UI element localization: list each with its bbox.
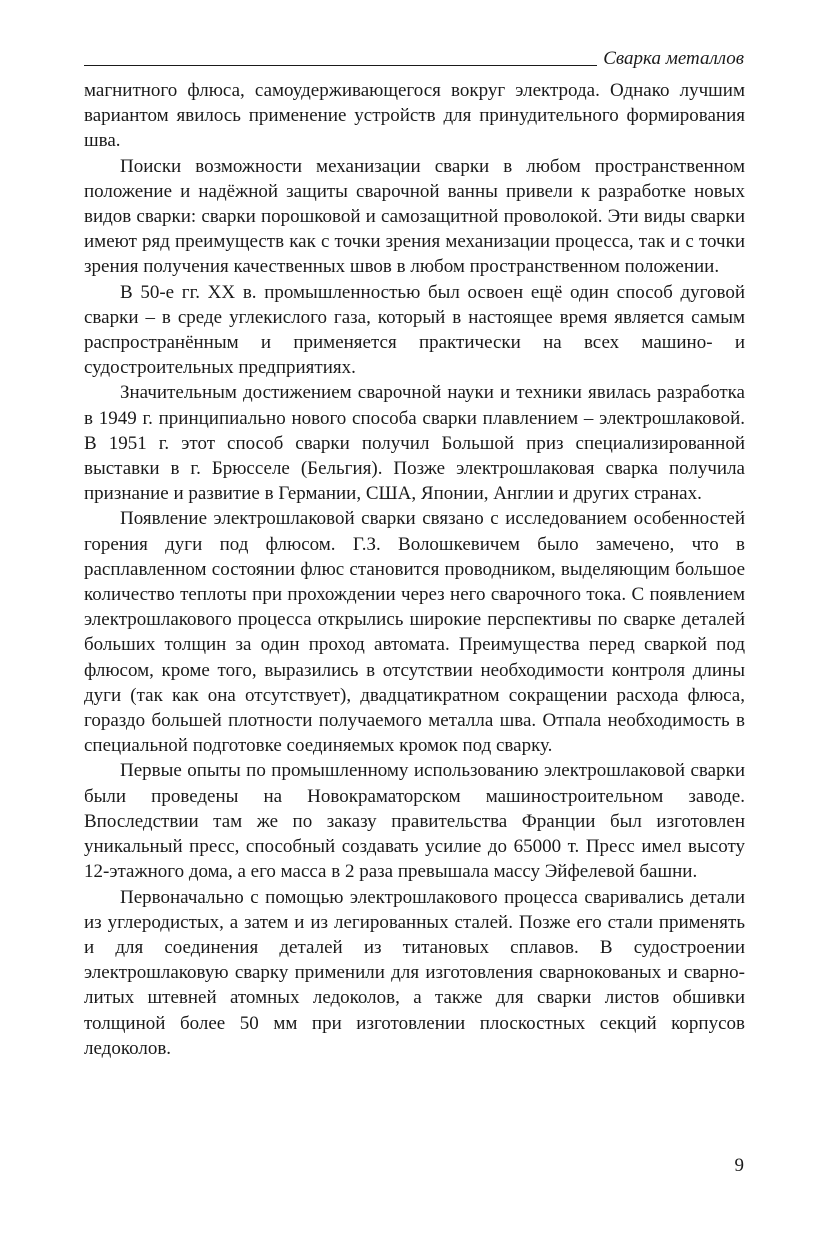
- page-number: 9: [734, 1155, 744, 1176]
- running-title: Сварка металлов: [603, 48, 744, 69]
- paragraph: Первоначально с помощью электрошлакового процесса сваривались детали из углеродистых, а затем и из легированных сталей. Позже его стали применять и для соединения деталей из титановых сплавов. В судостроении электрошлаковую сварку применили для изготовления сварнокованых и сварно-литых штевней атомных ледоколов, а также для сварки листов обшивки толщиной более 50 мм при изготовлении плоскостных секций корпусов ледоколов.: [84, 886, 745, 1059]
- paragraph-continued: магнитного флюса, самоудерживающегося вокруг электрода. Однако лучшим вариантом явилось применение устройств для принудительного формирования шва.: [84, 80, 745, 152]
- paragraph: Поиски возможности механизации сварки в любом пространственном положение и надёжной защиты сварочной ванны привели к разработке новых видов сварки: сварки порошковой и самозащитной проволокой. Эти виды сварки имеют ряд преимуществ как с точки зрения механизации процесса, так и с точки зрения получения качественных швов в любом пространственном положении.: [84, 155, 745, 278]
- running-header: [84, 44, 744, 70]
- paragraph: Значительным достижением сварочной науки и техники явилась разработка в 1949 г. принципиально нового способа сварки плавлением – электрошлаковой. В 1951 г. этот способ сварки получил Большой приз специализированной выставки в г. Брюсселе (Бельгия). Позже электрошлаковая сварка получила признание и развитие в Германии, США, Японии, Англии и других странах.: [84, 382, 745, 505]
- header-rule: [84, 65, 597, 66]
- paragraph: Первые опыты по промышленному использованию электрошлаковой сварки были проведены на Новокраматорском машиностроительном заводе. Впоследствии там же по заказу правительства Франции был изготовлен уникальный пресс, способный создавать усилие до 65000 т. Пресс имел высоту 12-этажного дома, а его масса в 2 раза превышала массу Эйфелевой башни.: [84, 760, 745, 883]
- paragraph: В 50-е гг. XX в. промышленностью был освоен ещё один способ дуговой сварки – в среде углекислого газа, который в настоящее время является самым распространённым и применяется практически на всех машино- и судостроительных предприятиях.: [84, 281, 745, 379]
- body-text: [84, 78, 745, 1061]
- paragraph: Появление электрошлаковой сварки связано с исследованием особенностей горения дуги под флюсом. Г.З. Волошкевичем было замечено, что в расплавленном состоянии флюс становится проводником, выделяющим большое количество теплоты при прохождении через него сварочного тока. С появлением электрошлакового процесса открылись широкие перспективы по сварке деталей больших толщин за один проход автомата. Преимущества перед сваркой под флюсом, кроме того, выразились в отсутствии необходимости контроля длины дуги (так как она отсутствует), двадцатикратном сокращении расхода флюса, гораздо большей плотности получаемого металла шва. Отпала необходимость в специальной подготовке соединяемых кромок под сварку.: [84, 508, 745, 757]
